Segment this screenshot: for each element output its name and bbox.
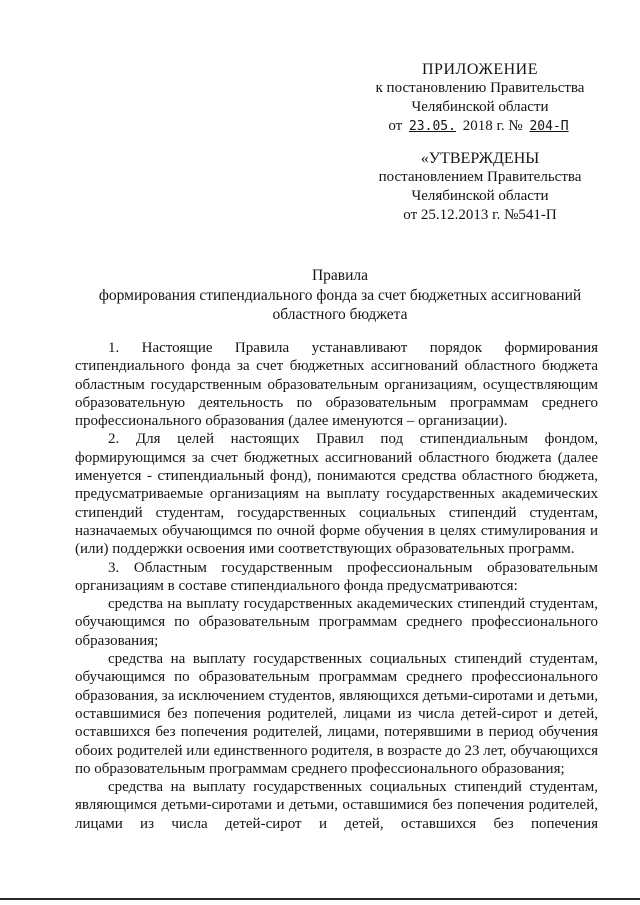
paragraph-3: 3. Областным государственным профессиональным образовательным организациям в составе стипендиального фонда предусматриваются: [75,559,598,594]
page-bottom-edge [0,898,640,900]
year-text: 2018 г. № [462,118,523,134]
appendix-date-line [345,117,615,136]
approved-line-2: Челябинской области [411,188,549,204]
title-line-2: формирования стипендиального фонда за счет бюджетных ассигнований [98,286,582,304]
paragraph-5: средства на выплату государственных социальных стипендий студентам, обучающимся по образовательным программам среднего профессионального образования, за исключением студентов, являющихся детьми-сиротами и детьми, оставшимися без попечения родителей, лицами из числа детей-сирот и детей, оставшихся без попечения родителей, лицами, потерявшими в период обучения обоих родителей или единственного родителя, в возрасте до 23 лет, обучающихся по образовательным программам среднего профессионального образования; [75,651,598,777]
approved-title: «УТВЕРЖДЕНЫ [420,150,540,167]
number-value: 204-П [529,119,569,134]
paragraph-6: средства на выплату государственных социальных стипендий студентам, являющимся детьми-сиротами и детьми, оставшимися без попечения родителей, лицами из числа детей-сирот и детей, оставшихся без попечения [75,779,598,832]
appendix-line-2: Челябинской области [411,99,549,115]
appendix-line-1: к постановлению Правительства [375,80,585,96]
date-prefix: от [388,118,403,134]
approved-line-3: от 25.12.2013 г. №541-П [403,207,557,223]
paragraph-4: средства на выплату государственных академических стипендий студентам, обучающимся по образовательным программам среднего профессионального образования; [75,596,598,649]
document-body [75,339,598,833]
paragraph-1: 1. Настоящие Правила устанавливают порядок формирования стипендиального фонда за счет бюджетных ассигнований областного бюджета областным государственным образовательным организациям, осуществляющим образовательную деятельность по образовательным программам среднего профессионального образования (далее именуются – организации). [75,340,598,430]
title-line-3: областного бюджета [272,306,408,323]
appendix-block [345,60,615,136]
date-value: 23.05. [408,119,456,134]
appendix-title: ПРИЛОЖЕНИЕ [421,61,538,78]
title-line-1: Правила [311,267,369,284]
approved-block [345,149,615,225]
paragraph-2: 2. Для целей настоящих Правил под стипендиальным фондом, формирующимся за счет бюджетных ассигнований областного бюджета (далее именуется - стипендиальный фонд), понимаются средства областного бюджета, предусматриваемые организациям на выплату государственных академических стипендий студентам, государственных социальных стипендий студентам, назначаемых обучающимся по очной форме обучения в целях стимулирования и (или) поддержки освоения ими соответствующих образовательных программ. [75,431,598,558]
approved-line-1: постановлением Правительства [378,169,582,185]
document-title [40,266,640,325]
